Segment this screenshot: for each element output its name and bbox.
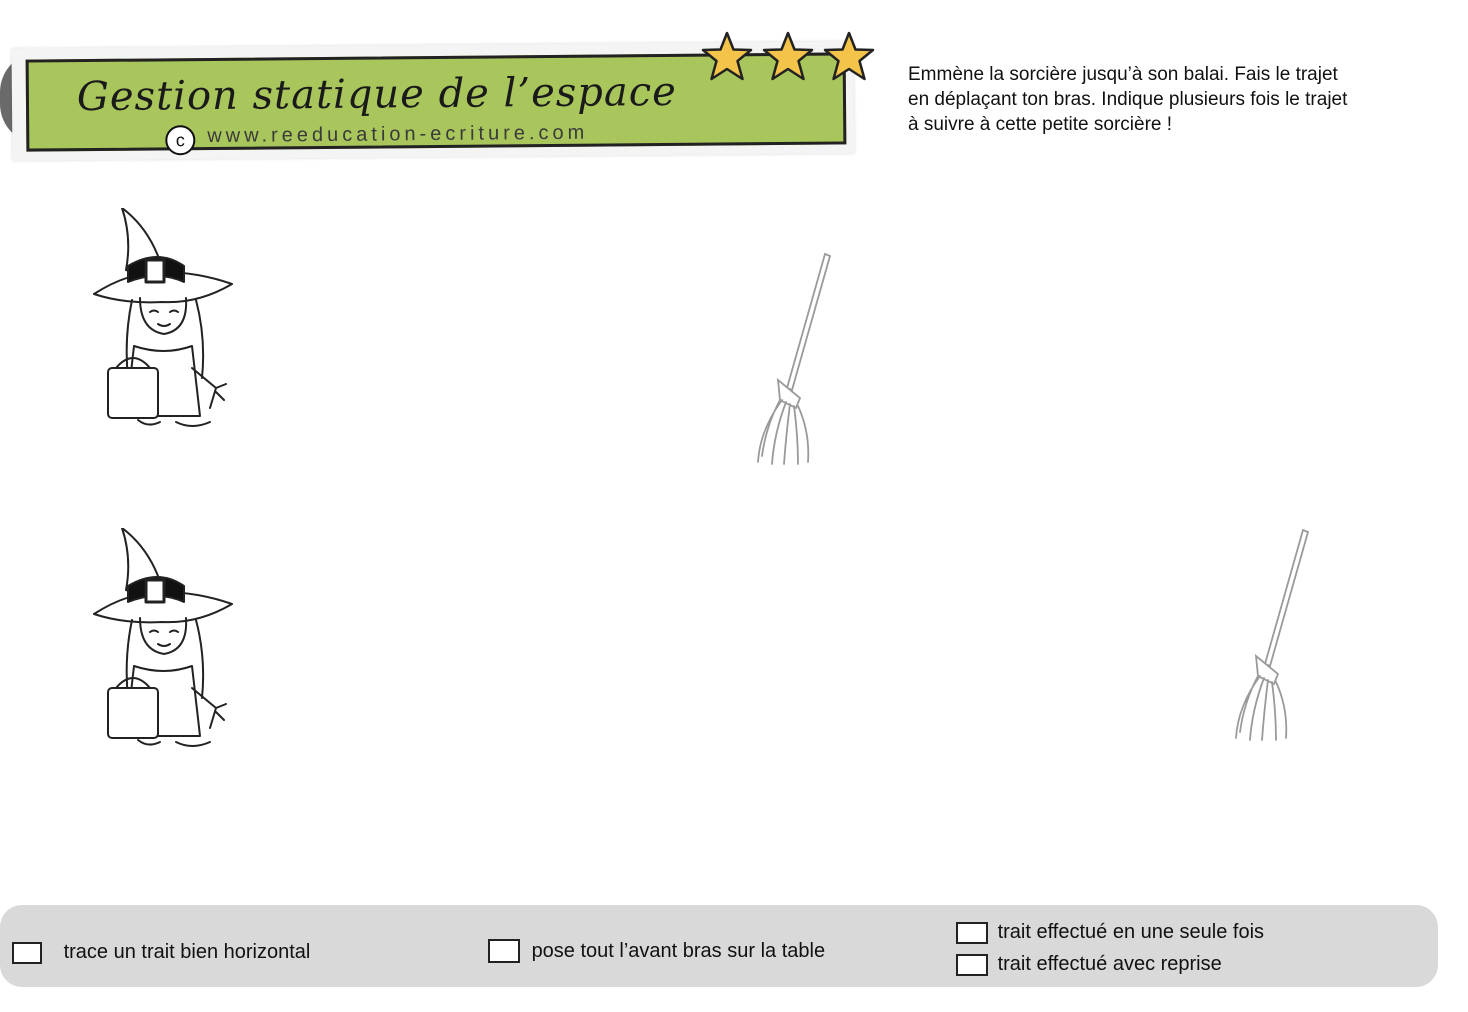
star-icon xyxy=(822,30,876,84)
checkbox[interactable] xyxy=(12,942,42,964)
witch-icon xyxy=(88,528,238,760)
copyright-icon: c xyxy=(165,125,195,155)
page-title: Gestion statique de l’espace xyxy=(76,68,677,121)
checklist-label: pose tout l’avant bras sur la table xyxy=(531,939,826,962)
star-icon xyxy=(700,30,754,84)
checkbox[interactable] xyxy=(956,922,988,944)
checkbox[interactable] xyxy=(956,954,988,976)
site-url: www.reeducation-ecriture.com xyxy=(207,121,589,147)
instruction-line: Emmène la sorcière jusqu’à son balai. Fais le trajet xyxy=(908,64,1338,85)
broom-icon xyxy=(752,250,836,466)
instruction-line: en déplaçant ton bras. Indique plusieurs fois le trajet xyxy=(908,89,1348,110)
checklist-label: trace un trait bien horizontal xyxy=(63,941,311,964)
checklist-label: trait effectué en une seule fois xyxy=(997,921,1265,944)
star-icon xyxy=(761,30,815,84)
instruction-line: à suivre à cette petite sorcière ! xyxy=(908,114,1173,135)
checklist-item[interactable] xyxy=(12,941,310,964)
evaluation-checklist xyxy=(0,905,1438,987)
checklist-label: trait effectué avec reprise xyxy=(997,953,1222,976)
checklist-item[interactable] xyxy=(488,939,825,963)
checklist-item[interactable] xyxy=(956,921,1264,944)
instruction-text xyxy=(908,62,1428,137)
witch-icon xyxy=(88,208,238,440)
broom-icon xyxy=(1230,526,1314,742)
checklist-item[interactable] xyxy=(956,953,1222,976)
checkbox[interactable] xyxy=(488,939,520,963)
difficulty-stars xyxy=(700,30,880,84)
